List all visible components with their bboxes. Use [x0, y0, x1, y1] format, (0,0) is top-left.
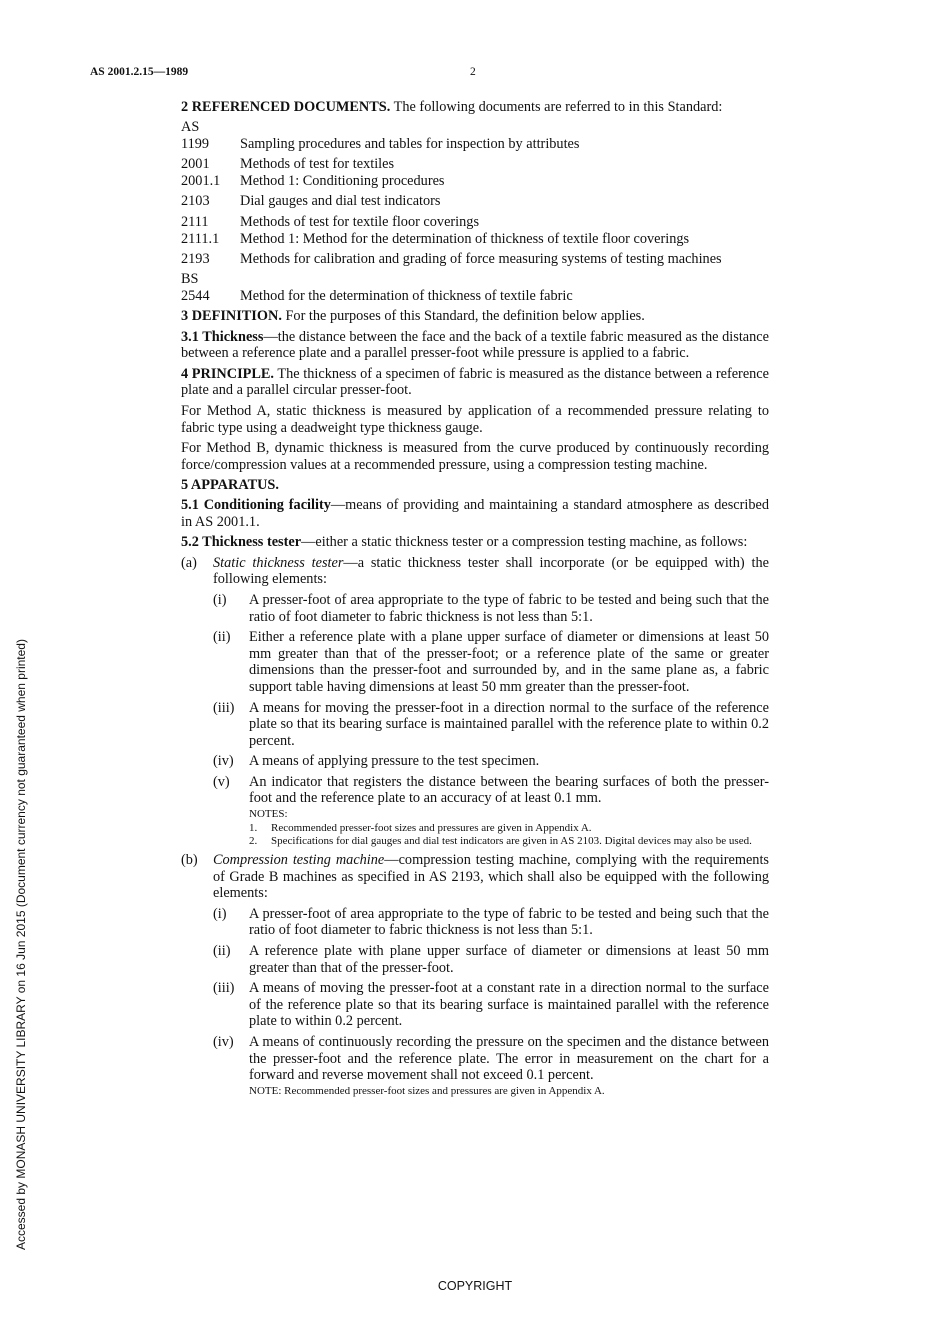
section-4: 4 PRINCIPLE. The thickness of a specimen of fabric is measured as the distance between a reference plate and a parallel circular presser-foot.	[181, 365, 770, 399]
list-item: (iii) A means for moving the presser-foot in a direction normal to the surface of the reference plate so that its bearing surface is maintained parallel with the reference plate to within 0.2 percent.	[213, 699, 769, 750]
note-item: 2. Specifications for dial gauges and dial test indicators are given in AS 2103. Digital devices may also be used.	[249, 835, 752, 848]
notes-block	[249, 808, 769, 849]
method-a-paragraph: For Method A, static thickness is measured by application of a recommended pressure relating to fabric type using a deadweight type thickness gauge.	[181, 402, 769, 436]
section-3: 3 DEFINITION. For the purposes of this Standard, the definition below applies.	[181, 308, 645, 325]
list-item: (iv) A means of continuously recording the pressure on the specimen and the distance between the presser-foot and the reference plate. The error in measurement on the chart for a forward and reverse movement shall not exceed 0.1 percent.	[213, 1033, 769, 1084]
note-b: NOTE: Recommended presser-foot sizes and pressures are given in Appendix A.	[249, 1085, 605, 1098]
ref-entry: 2111.1 Method 1: Method for the determination of thickness of textile floor coverings	[181, 230, 690, 247]
section-5-heading: 5 APPARATUS.	[181, 476, 279, 493]
ref-group	[181, 251, 769, 268]
item-a: (a) Static thickness tester—a static thickness tester shall incorporate (or be equipped with) the following elements:	[181, 554, 769, 588]
document-body	[181, 99, 769, 1102]
ref-group	[181, 156, 769, 190]
ref-standard-label: AS 1199 Sampling procedures and tables for inspection by attributes	[181, 119, 769, 153]
ref-standard-label: BS 2544 Method for the determination of thickness of textile fabric	[181, 271, 769, 305]
ref-entry: 2001.1 Method 1: Conditioning procedures	[181, 173, 445, 190]
ref-entry: 2103 Dial gauges and dial test indicators	[181, 193, 441, 210]
definition-thickness: 3.1 Thickness—the distance between the face and the back of a textile fabric measured as the distance between a reference plate and a parallel presser-foot while pressure is applied to a fabric.	[181, 328, 769, 362]
ref-entry: 2193 Methods for calibration and grading of force measuring systems of testing machines	[181, 250, 722, 267]
notes-title: NOTES:	[249, 808, 288, 821]
item-b: (b) Compression testing machine—compression testing machine, complying with the requirements of Grade B machines as specified in AS 2193, which shall also be equipped with the following elements:	[181, 851, 769, 902]
ref-entry: 2001 Methods of test for textiles	[181, 156, 395, 173]
list-item: (i) A presser-foot of area appropriate to the type of fabric to be tested and being such that the ratio of foot diameter to fabric thickness is not less than 5:1.	[213, 591, 769, 625]
ref-entry: 1199 Sampling procedures and tables for inspection by attributes	[181, 136, 580, 153]
list-item: (iv) A means of applying pressure to the test specimen.	[213, 753, 540, 770]
section-2-intro: 2 REFERENCED DOCUMENTS. The following documents are referred to in this Standard:	[181, 99, 723, 115]
page-number: 2	[470, 66, 476, 78]
access-watermark: Accessed by MONASH UNIVERSITY LIBRARY on 16 Jun 2015 (Document currency not guaranteed when printed)	[14, 639, 28, 1250]
list-item: (ii) Either a reference plate with a plane upper surface of diameter or dimensions at least 50 mm greater than that of the presser-foot; or a reference plate of the same or greater dimensions than the presser-foot and surrounded by, and in the same plane as, a fabric support table having dimensions at least 50 mm greater than the presser-foot.	[213, 628, 769, 696]
list-item: (i) A presser-foot of area appropriate to the type of fabric to be tested and being such that the ratio of foot diameter to fabric thickness is not less than 5:1.	[213, 905, 769, 939]
clause-5-1: 5.1 Conditioning facility—means of providing and maintaining a standard atmosphere as described in AS 2001.1.	[181, 497, 769, 531]
section-2-heading: 2 REFERENCED DOCUMENTS.	[181, 99, 391, 115]
clause-5-2: 5.2 Thickness tester—either a static thickness tester or a compression testing machine, as follows:	[181, 534, 748, 551]
section-4-heading: 4 PRINCIPLE.	[181, 365, 275, 382]
ref-group	[181, 193, 769, 210]
ref-group	[181, 214, 769, 248]
copyright-footer: COPYRIGHT	[437, 1279, 513, 1293]
list-item: (ii) A reference plate with plane upper surface of diameter or dimensions at least 50 mm greater than that of the presser-foot.	[213, 942, 769, 976]
list-item: (iii) A means of moving the presser-foot at a constant rate in a direction normal to the surface of the reference plate so that its bearing surface is maintained parallel with the reference plate to within 0.2 percent.	[213, 979, 769, 1030]
ref-entry: 2544 Method for the determination of thickness of textile fabric	[181, 287, 573, 304]
document-id: AS 2001.2.15—1989	[90, 66, 189, 78]
note-item: 1. Recommended presser-foot sizes and pressures are given in Appendix A.	[249, 821, 592, 834]
list-item: (v) An indicator that registers the distance between the bearing surfaces of both the presser-foot and the reference plate to an accuracy of at least 0.1 mm.	[213, 773, 769, 807]
ref-entry: 2111 Methods of test for textile floor coverings	[181, 213, 480, 230]
method-b-paragraph: For Method B, dynamic thickness is measured from the curve produced by continuously recording force/compression values at a recommended pressure, using a compression testing machine.	[181, 439, 769, 473]
section-3-heading: 3 DEFINITION.	[181, 308, 282, 325]
